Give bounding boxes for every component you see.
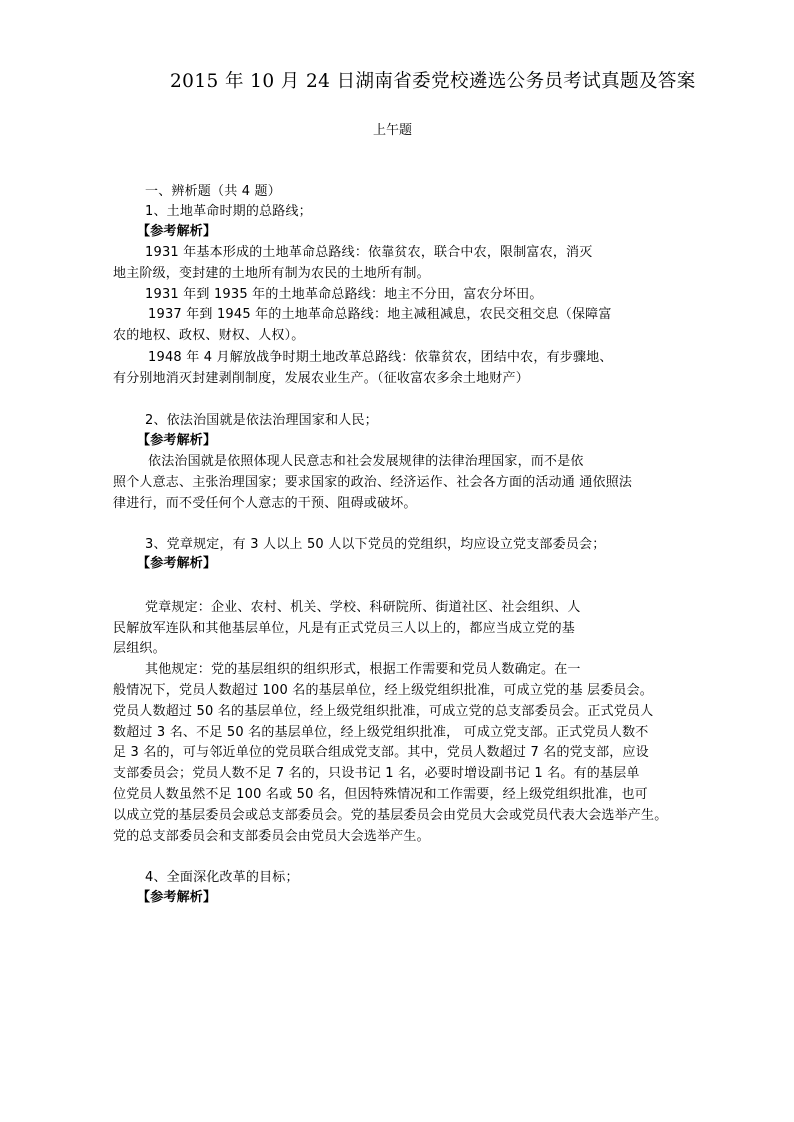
answer-3-line: 党章规定：企业、农村、机关、学校、科研院所、街道社区、社会组织、人: [145, 600, 581, 615]
answer-1-line: 地主阶级，变封建的土地所有制为农民的土地所有制。: [113, 266, 430, 281]
answer-1-line: 1931 年到 1935 年的土地革命总路线：地主不分田，富农分坏田。: [145, 287, 543, 302]
section-subtitle: 上午题: [373, 123, 413, 138]
answer-1-line: 1931 年基本形成的土地革命总路线：依靠贫农，联合中农，限制富农，消灭: [145, 245, 593, 260]
question-3: 3、党章规定，有 3 人以上 50 人以下党员的党组织，均应设立党支部委员会；: [145, 537, 606, 552]
answer-2-line: 律进行，而不受任何个人意志的干预、阻碍或破坏。: [113, 496, 417, 511]
page-title: 2015 年 10 月 24 日湖南省委党校遴选公务员考试真题及答案: [170, 71, 696, 92]
answer-label-4: 【参考解析】: [137, 890, 217, 905]
answer-1-line: 1937 年到 1945 年的土地革命总路线：地主减租减息，农民交租交息（保障富: [148, 307, 612, 322]
answer-1-line: 1948 年 4 月解放战争时期土地改革总路线：依靠贫农，团结中农，有步骤地、: [148, 350, 613, 365]
answer-label-1: 【参考解析】: [137, 224, 217, 239]
section-heading: 一、辨析题（共 4 题）: [145, 184, 281, 199]
answer-1-line: 有分别地消灭封建剥削制度，发展农业生产。（征收富农多余土地财产）: [113, 371, 529, 386]
answer-3-line: 层组织。: [113, 641, 166, 656]
answer-3-line: 党的总支部委员会和支部委员会由党员大会选举产生。: [113, 829, 430, 844]
answer-1-line: 农的地权、政权、财权、人权）。: [113, 328, 305, 343]
answer-3-line: 位党员人数虽然不足 100 名或 50 名，但因特殊情况和工作需要，经上级党组织批准，也可: [113, 787, 648, 802]
answer-3-line: 足 3 名的，可与邻近单位的党员联合组成党支部。其中，党员人数超过 7 名的党支部，应设: [113, 745, 649, 760]
answer-label-2: 【参考解析】: [137, 433, 217, 448]
answer-3-line: 其他规定：党的基层组织的组织形式，根据工作需要和党员人数确定。在一: [145, 662, 581, 677]
answer-3-line: 数超过 3 名、不足 50 名的基层单位，经上级党组织批准， 可成立党支部。正式党员人数不: [113, 725, 649, 740]
question-4: 4、全面深化改革的目标；: [145, 870, 299, 885]
answer-3-line: 般情况下，党员人数超过 100 名的基层单位，经上级党组织批准，可成立党的基 层委员会。: [113, 683, 654, 698]
answer-label-3: 【参考解析】: [137, 556, 217, 571]
answer-3-line: 支部委员会；党员人数不足 7 名的，只设书记 1 名，必要时增设副书记 1 名。有的基层单: [113, 766, 640, 781]
answer-3-line: 以成立党的基层委员会或总支部委员会。党的基层委员会由党员大会或党员代表大会选举产生。: [113, 808, 668, 823]
answer-2-line: 依法治国就是依照体现人民意志和社会发展规律的法律治理国家，而不是依: [148, 454, 584, 469]
answer-3-line: 党员人数超过 50 名的基层单位，经上级党组织批准，可成立党的总支部委员会。正式党员人: [113, 704, 654, 719]
answer-2-line: 照个人意志、主张治理国家；要求国家的政治、经济运作、社会各方面的活动通 通依照法: [113, 475, 633, 490]
answer-3-line: 民解放军连队和其他基层单位，凡是有正式党员三人以上的，都应当成立党的基: [113, 621, 576, 636]
question-2: 2、依法治国就是依法治理国家和人民；: [145, 413, 378, 428]
question-1: 1、土地革命时期的总路线；: [145, 204, 312, 219]
